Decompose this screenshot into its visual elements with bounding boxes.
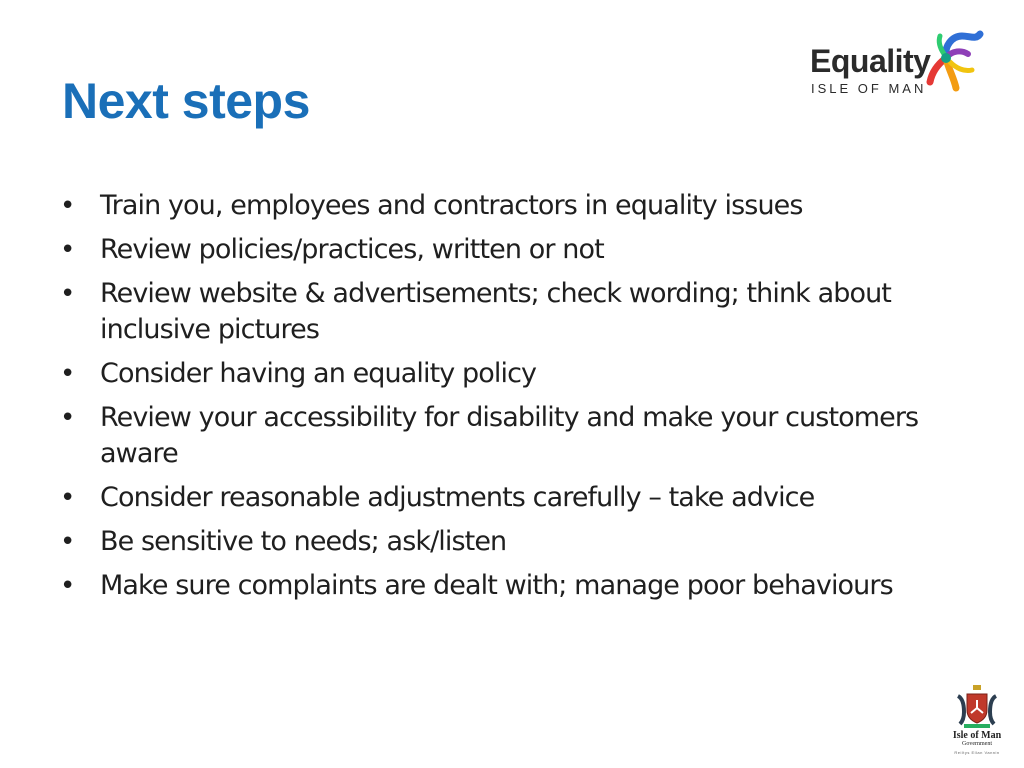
bullet-text: Be sensitive to needs; ask/listen bbox=[100, 526, 507, 557]
bullet-marker: • bbox=[60, 483, 75, 513]
bullet-item bbox=[60, 568, 990, 604]
bullet-marker: • bbox=[60, 279, 75, 309]
bullet-item bbox=[60, 480, 990, 516]
bullet-marker: • bbox=[60, 527, 75, 557]
isle-of-man-government-logo bbox=[946, 684, 1008, 764]
slide-title: Next steps bbox=[62, 73, 310, 129]
bullet-text: Consider reasonable adjustments carefully – take advice bbox=[100, 482, 815, 513]
bullet-item bbox=[60, 276, 990, 348]
bullet-marker: • bbox=[60, 191, 75, 221]
coat-of-arms-icon bbox=[954, 684, 1000, 730]
bullet-text: Review your accessibility for disability and make your customers aware bbox=[100, 402, 919, 469]
bullet-list bbox=[60, 188, 990, 612]
bullet-text: Consider having an equality policy bbox=[100, 358, 537, 389]
iom-government-name: Isle of Man bbox=[952, 730, 1002, 741]
bullet-marker: • bbox=[60, 235, 75, 265]
bullet-item bbox=[60, 400, 990, 472]
iom-government-label: Government bbox=[962, 741, 992, 747]
bullet-marker: • bbox=[60, 359, 75, 389]
equality-isle-of-man-logo bbox=[808, 28, 984, 102]
bullet-marker: • bbox=[60, 571, 75, 601]
bullet-text: Review website & advertisements; check wording; think about inclusive pictures bbox=[100, 278, 891, 345]
bullet-item bbox=[60, 524, 990, 560]
iom-government-motto: Reiltys Ellan Vannin bbox=[954, 750, 1000, 755]
triskelion-rainbow-icon bbox=[926, 28, 984, 100]
bullet-marker: • bbox=[60, 403, 75, 433]
bullet-item bbox=[60, 188, 990, 224]
bullet-item bbox=[60, 356, 990, 392]
equality-logo-wordmark: Equality bbox=[810, 43, 931, 79]
bullet-text: Train you, employees and contractors in equality issues bbox=[100, 190, 803, 221]
equality-logo-subtitle: ISLE OF MAN bbox=[811, 81, 927, 96]
bullet-text: Review policies/practices, written or not bbox=[100, 234, 604, 265]
bullet-text: Make sure complaints are dealt with; manage poor behaviours bbox=[100, 570, 893, 601]
bullet-item bbox=[60, 232, 990, 268]
